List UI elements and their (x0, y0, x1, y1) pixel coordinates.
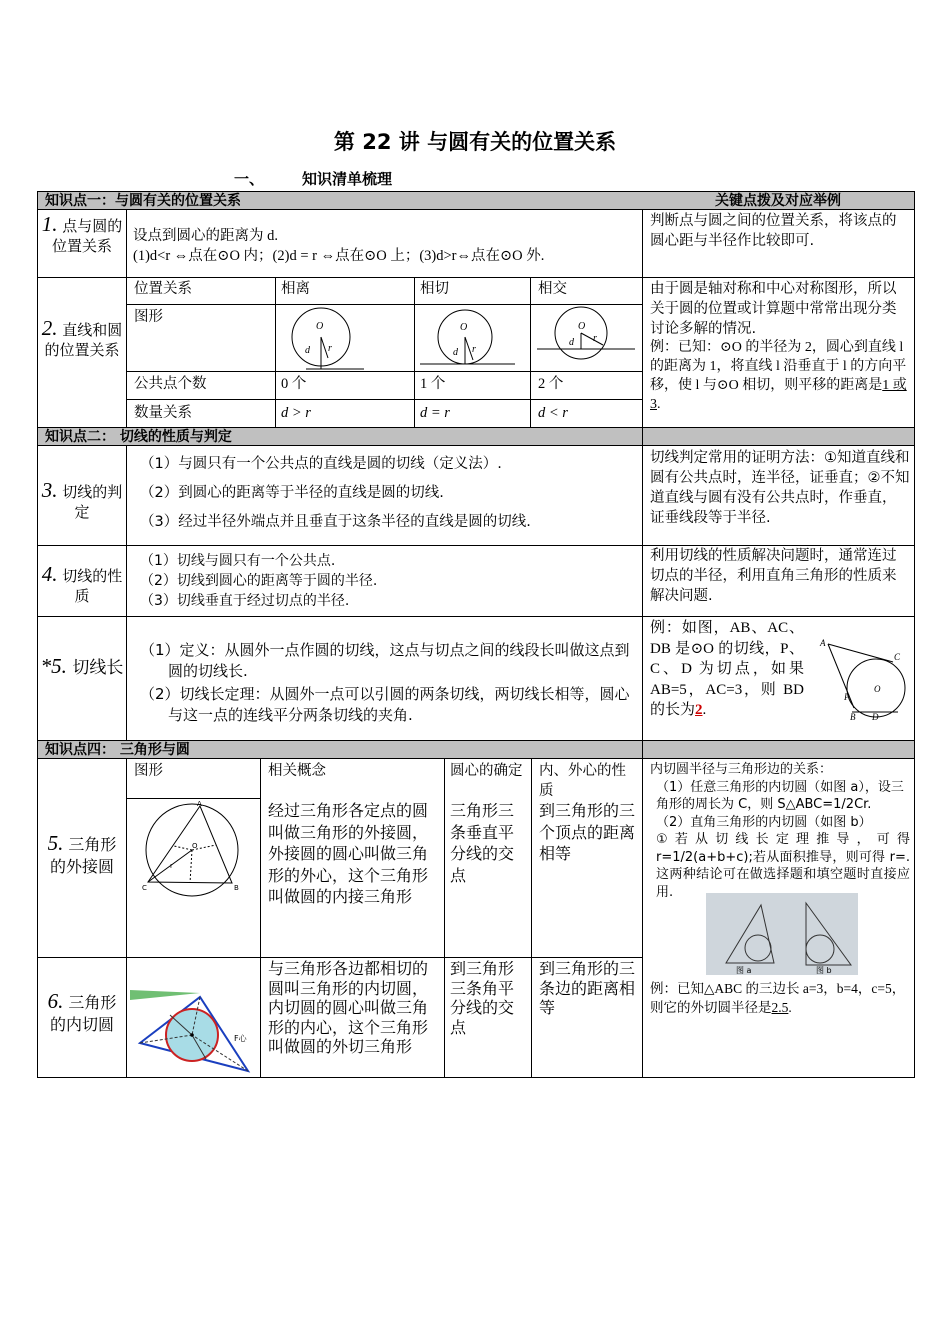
quantity-intersect: d < r (538, 405, 568, 421)
col-intersect: 相交 (538, 281, 567, 297)
svg-text:图 a: 图 a (736, 966, 752, 975)
incircle-figure (130, 985, 258, 1075)
quantity-separate: d > r (281, 405, 311, 421)
svg-text:B: B (234, 884, 239, 892)
line-example-answer: 1 或 3 (650, 378, 907, 412)
page-title: 第 22 讲 与圆有关的位置关系 (333, 130, 617, 154)
svg-text:P: P (844, 692, 850, 702)
incenter-property: 到三角形的三条边的距离相等 (539, 959, 636, 1017)
row-circumcircle-label: 5. 三角形的外接圆 (47, 831, 117, 876)
list-item: （1）切线与圆只有一个公共点. (140, 553, 336, 569)
incircle-example-answer: 2.5 (771, 1000, 789, 1015)
line-position-example: 例：已知：⊙O 的半径为 2，圆心到直线 l 的距离为 1，将直线 l 沿垂直于 l 的方向平移，使 l 与⊙O 相切，则平移的距离是1 或 3. (650, 340, 907, 412)
circumcircle-concept: 经过三角形各定点的圆叫做三角形的外接圆，外接圆的圆心叫做三角形的外心，这个三角形叫做圆的内接三角形 (268, 801, 429, 906)
row-tangent-length-label: *5. 切线长 (40, 654, 124, 678)
section-heading-text: 知识清单梳理 (302, 170, 393, 188)
incenter-location: 到三角形三条角平分线的交点 (450, 959, 515, 1037)
section-two-bar: 知识点二： 切线的性质与判定 (37, 427, 914, 446)
tangent-length-answer: 2 (695, 702, 703, 718)
tangent-length-list (140, 640, 638, 726)
svg-text:d: d (305, 345, 310, 356)
tangent-length-figure (808, 632, 912, 722)
row-incircle-label: 6. 三角形的内切圆 (47, 989, 117, 1034)
incircle-example: 例：已知△ABC 的三边长 a=3，b=4，c=5，则它的外切圆半径是2.5. (650, 981, 906, 1015)
common-separate: 0 个 (281, 376, 307, 392)
svg-text:d: d (453, 347, 458, 358)
svg-text:C: C (142, 884, 147, 892)
col-position: 位置关系 (134, 281, 192, 297)
intersect-figure (531, 305, 642, 371)
circumcenter-location: 三角形三条垂直平分线的交点 (450, 801, 515, 885)
row-tangent-property-label: 4. 切线的性质 (41, 562, 123, 605)
col-separate: 相离 (281, 281, 310, 297)
svg-text:D: D (872, 712, 879, 722)
col-tangent: 相切 (420, 281, 449, 297)
svg-text:C: C (894, 652, 901, 662)
common-points-label: 公共点个数 (134, 376, 207, 392)
figure-label: 图形 (134, 309, 163, 325)
svg-text:r: r (170, 862, 173, 870)
circumcenter-property: 到三角形的三个顶点的距离相等 (539, 801, 636, 863)
tangent-length-example: 例：如图，AB、AC、DB 是⊙O 的切线，P、C、D 为切点，如果 AB=5，AC=3，则 BD 的长为2. (650, 620, 804, 718)
svg-text:r: r (328, 343, 332, 354)
svg-text:r: r (472, 344, 476, 355)
list-item: （3）切线垂直于经过切点的半径. (140, 593, 350, 609)
quantity-tangent: d = r (420, 405, 450, 421)
tangent-property-list (140, 551, 638, 611)
tangent-judgement-tip: 切线判定常用的证明方法：①知道直线和圆有公共点时，连半径，证垂直；②不知道直线与圆有没有公共点时，作垂直，证垂线段等于半径. (650, 450, 910, 526)
line-position-tip: 由于圆是轴对称和中心对称图形，所以关于圆的位置或计算题中常常出现分类讨论多解的情况. (650, 281, 897, 337)
tangent-judgement-list (140, 454, 638, 532)
svg-text:图 b: 图 b (816, 966, 832, 975)
tangent-property-tip: 利用切线的性质解决问题时，通常连过切点的半径，利用直角三角形的性质来解决问题. (650, 548, 897, 604)
header-left: 知识点一：与圆有关的位置关系 (37, 191, 642, 210)
quantity-label: 数量关系 (134, 405, 192, 421)
list-item: （1）定义：从圆外一点作圆的切线，这点与切点之间的线段长叫做这点到圆的切线长. (140, 641, 630, 680)
svg-text:O: O (460, 322, 468, 333)
section-four-bar: 知识点四： 三角形与圆 (37, 740, 914, 759)
list-item: （3）经过半径外端点并且垂直于这条半径的直线是圆的切线. (140, 514, 531, 530)
row-line-label: 2. 直线和圆的位置关系 (41, 316, 123, 359)
list-item: （1）与圆只有一个公共点的直线是圆的切线（定义法）. (140, 456, 502, 472)
fig-o: O (316, 321, 324, 332)
svg-text:F心: F心 (234, 1034, 247, 1043)
row-point-label: 1. 点与圆的位置关系 (41, 212, 123, 255)
list-item: （2）切线长定理：从圆外一点可以引圆的两条切线，两切线长相等，圆心与这一点的连线平分两条切线的夹角. (140, 685, 630, 724)
svg-text:A: A (197, 800, 202, 808)
svg-text:O: O (192, 842, 198, 850)
incircle-concept: 与三角形各边都相切的圆叫三角形的内切圆，内切圆的圆心叫做三角形的内心，这个三角形叫做圆的外切三角形 (268, 959, 429, 1056)
svg-text:r: r (593, 333, 597, 344)
list-item: （2）切线到圆心的距离等于圆的半径. (140, 573, 378, 589)
point-position-tip: 判断点与圆之间的位置关系，将该点的圆心距与半径作比较即可. (650, 213, 897, 249)
common-intersect: 2 个 (538, 376, 564, 392)
common-tangent: 1 个 (420, 376, 446, 392)
svg-text:O: O (578, 321, 586, 332)
tangent-figure (415, 305, 530, 371)
col-property: 内、外心的性质 (539, 763, 626, 799)
col-center: 圆心的确定 (450, 763, 523, 779)
point-position-text: 设点到圆心的距离为 d. (1)d<r ⇔点在⊙O 内；(2)d = r ⇔点在⊙O 上；(3)d>r⇔点在⊙O 外. (133, 228, 545, 264)
incircle-radius-notes: 内切圆半径与三角形边的关系： （1）任意三角形的内切圆（如图 a），设三角形的周长为 C，则 S△ABC=1/2Cr. （2）直角三角形的内切圆（如图 b） ①若从切线长定理推导，可得 r=1/2(a+b+c);若从面积推导，则可得 r=.这两种结论可在做选择题和填空题时直接应用. (650, 762, 910, 900)
header-right: 关键点拨及对应举例 (642, 191, 914, 210)
svg-text:O: O (874, 684, 881, 694)
circumcircle-figure (130, 800, 256, 900)
col-figure: 图形 (134, 763, 163, 779)
list-item: （2）到圆心的距离等于半径的直线是圆的切线. (140, 485, 444, 501)
svg-text:d: d (569, 337, 574, 348)
section-number: 一、 (234, 170, 265, 188)
col-concept: 相关概念 (268, 763, 326, 779)
incircle-photo (706, 893, 858, 975)
svg-text:A: A (820, 638, 826, 648)
row-tangent-judgement-label: 3. 切线的判定 (41, 478, 123, 521)
svg-text:B: B (850, 712, 856, 722)
separate-figure (276, 305, 414, 371)
section-heading (234, 168, 392, 189)
